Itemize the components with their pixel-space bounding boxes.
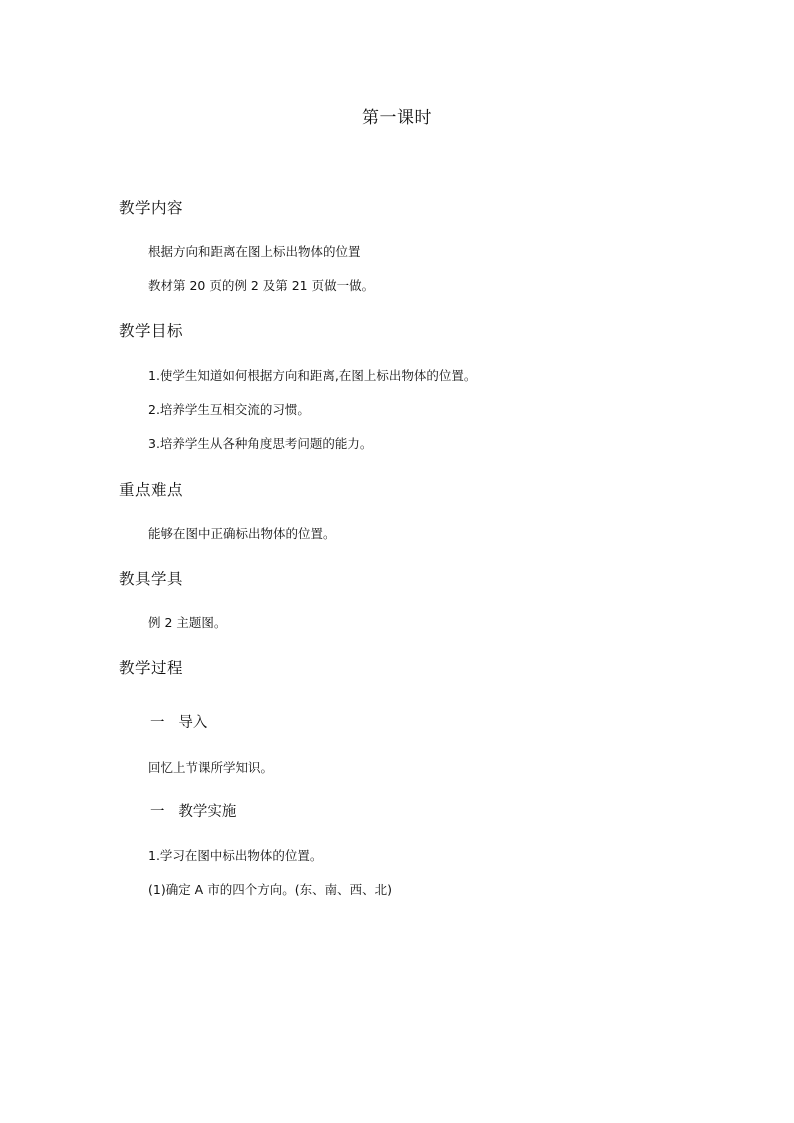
section-heading-keypoints: 重点难点 <box>119 481 184 499</box>
keypoint-line-1: 能够在图中正确标出物体的位置。 <box>148 526 336 541</box>
section-heading-content: 教学内容 <box>119 199 184 217</box>
goal-item-3: 3.培养学生从各种角度思考问题的能力。 <box>148 436 373 451</box>
section-heading-process: 教学过程 <box>119 659 184 677</box>
process-impl-line-2: (1)确定 A 市的四个方向。(东、南、西、北) <box>148 882 392 897</box>
process-intro-line-1: 回忆上节课所学知识。 <box>148 760 274 775</box>
section-heading-goals: 教学目标 <box>119 322 184 340</box>
goal-item-2: 2.培养学生互相交流的习惯。 <box>148 402 310 417</box>
tools-line-1: 例 2 主题图。 <box>148 615 227 630</box>
goal-item-1: 1.使学生知道如何根据方向和距离,在图上标出物体的位置。 <box>148 368 477 383</box>
process-step-title-implementation: 一 教学实施 <box>150 804 237 820</box>
page-title: 第一课时 <box>362 108 432 128</box>
content-line-1: 根据方向和距离在图上标出物体的位置 <box>148 244 361 259</box>
section-heading-tools: 教具学具 <box>119 570 184 588</box>
process-impl-line-1: 1.学习在图中标出物体的位置。 <box>148 848 323 863</box>
content-line-2: 教材第 20 页的例 2 及第 21 页做一做。 <box>148 278 375 293</box>
process-step-title-intro: 一 导入 <box>150 715 208 731</box>
